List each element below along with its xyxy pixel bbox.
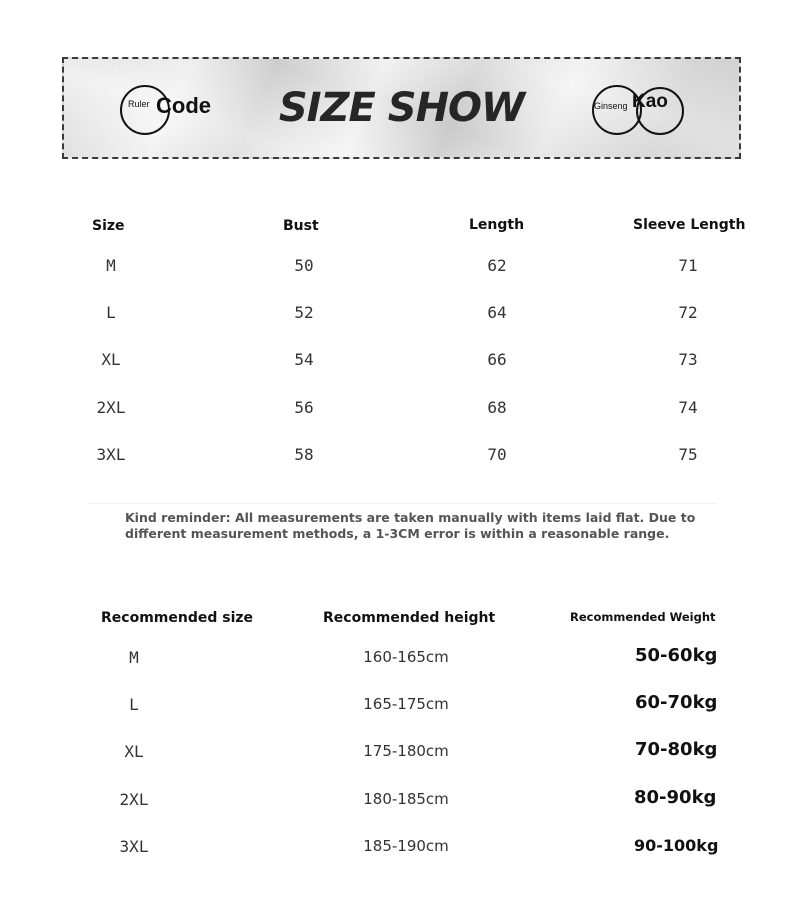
size-cell: L xyxy=(129,695,139,714)
size-cell: XL xyxy=(101,350,121,369)
size-cell: M xyxy=(106,256,116,275)
size-cell: L xyxy=(106,303,116,322)
size-cell: 3XL xyxy=(96,445,126,464)
sleeve-cell: 75 xyxy=(678,445,698,464)
recommended-weight-header: Recommended Weight xyxy=(570,610,716,624)
sleeve-cell: 74 xyxy=(678,398,698,417)
badge-small-label: Ginseng xyxy=(594,101,628,111)
weight-cell: 80-90kg xyxy=(634,787,717,808)
size-cell: XL xyxy=(124,742,144,761)
divider xyxy=(88,503,716,504)
measurement-note xyxy=(125,510,725,542)
length-cell: 64 xyxy=(487,303,507,322)
note-line: Kind reminder: All measurements are taken manually with items laid flat. Due to xyxy=(125,510,696,525)
banner-title: SIZE SHOW xyxy=(278,85,525,131)
bust-header: Bust xyxy=(283,218,319,234)
height-cell: 165-175cm xyxy=(363,695,449,713)
size-show-banner xyxy=(62,57,741,159)
ginseng-kao-badge xyxy=(592,81,692,141)
badge-small-label: Ruler xyxy=(128,99,150,109)
recommended-height-header: Recommended height xyxy=(323,610,496,626)
size-cell: 2XL xyxy=(119,790,149,809)
weight-cell: 90-100kg xyxy=(634,836,719,855)
weight-cell: 60-70kg xyxy=(635,692,718,713)
size-header: Size xyxy=(92,218,125,234)
bust-cell: 52 xyxy=(294,303,314,322)
bust-cell: 56 xyxy=(294,398,314,417)
length-cell: 68 xyxy=(487,398,507,417)
height-cell: 175-180cm xyxy=(363,742,449,760)
size-cell: 3XL xyxy=(119,837,149,856)
bust-cell: 58 xyxy=(294,445,314,464)
size-cell: 2XL xyxy=(96,398,126,417)
ruler-code-badge xyxy=(120,83,240,139)
badge-big-label: Kao xyxy=(632,91,668,112)
size-cell: M xyxy=(129,648,139,667)
length-cell: 70 xyxy=(487,445,507,464)
bust-cell: 50 xyxy=(294,256,314,275)
badge-big-label: Code xyxy=(156,93,211,118)
weight-cell: 70-80kg xyxy=(635,739,718,760)
height-cell: 185-190cm xyxy=(363,837,449,855)
weight-cell: 50-60kg xyxy=(635,645,718,666)
length-cell: 62 xyxy=(487,256,507,275)
note-line: different measurement methods, a 1-3CM error is within a reasonable range. xyxy=(125,526,670,541)
bust-cell: 54 xyxy=(294,350,314,369)
sleeve-length-header: Sleeve Length xyxy=(633,217,746,233)
height-cell: 160-165cm xyxy=(363,648,449,666)
sleeve-cell: 73 xyxy=(678,350,698,369)
recommended-size-header: Recommended size xyxy=(101,610,254,626)
length-cell: 66 xyxy=(487,350,507,369)
length-header: Length xyxy=(469,217,525,233)
sleeve-cell: 71 xyxy=(678,256,698,275)
height-cell: 180-185cm xyxy=(363,790,449,808)
sleeve-cell: 72 xyxy=(678,303,698,322)
